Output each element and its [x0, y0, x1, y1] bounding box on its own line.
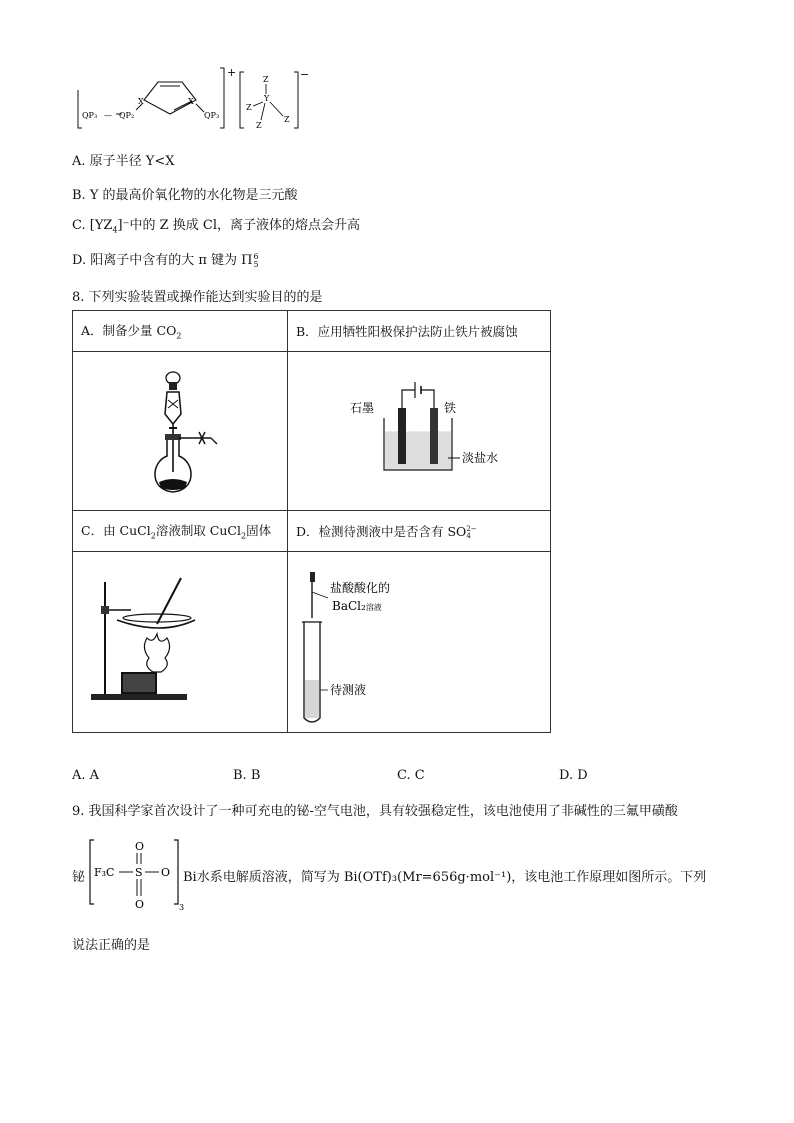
triflate-structure — [86, 834, 185, 912]
anion-y: Y — [264, 94, 270, 103]
formula-o-bottom: O — [135, 898, 145, 911]
co2-generator-figure — [73, 352, 287, 507]
q8-answer-c: C. C — [397, 768, 425, 783]
formula-o-right: O — [161, 866, 171, 879]
cell-c-figure — [73, 552, 288, 733]
q8-answer-d: D. D — [559, 768, 588, 783]
q8-answer-a: A. A — [72, 768, 100, 783]
ring-atom-x-left: X — [138, 97, 144, 106]
q7-option-d: D. 阳离子中含有的大 π 键为 Π6 5 — [72, 251, 259, 269]
substituent-qp3-left: QP₃ — [82, 111, 98, 120]
label-iron: 铁 — [444, 401, 457, 415]
q8-stem: 8. 下列实验装置或操作能达到实验目的的是 — [72, 290, 323, 305]
cell-a-figure — [73, 352, 288, 511]
anion-z-top: Z — [263, 75, 269, 84]
anion-z-left: Z — [246, 103, 252, 112]
sulfate-test-figure — [288, 552, 550, 729]
ring-atom-x-right: X — [188, 97, 194, 106]
q9-stem: 9. 我国科学家首次设计了一种可充电的铋-空气电池，具有较强稳定性，该电池使用了非碱性的三氟甲磺酸 — [72, 804, 678, 819]
q9-last-line: 说法正确的是 — [72, 938, 151, 953]
cell-b-header: B．应用牺牲阳极保护法防止铁片被腐蚀 — [288, 311, 551, 352]
cell-a-header: A．制备少量 $CO_2$ — [73, 311, 288, 352]
anion-z-bottom: Z — [256, 121, 262, 130]
label-reagent-2: BaCl₂溶液 — [332, 599, 382, 613]
anion-charge: − — [300, 68, 310, 81]
sacrificial-anode-figure — [288, 352, 550, 507]
q9-bismuth-char: 铋 — [72, 870, 86, 885]
label-graphite: 石墨 — [350, 401, 375, 415]
cell-c-header: C．由 CuCl$_2$溶液制取 CuCl$_2$固体 — [73, 511, 288, 552]
q7-option-a: A. 原子半径 Y<X — [72, 154, 175, 169]
q8-answer-b: B. B — [233, 768, 261, 783]
q7-option-c: C. $[YZ_4]^-$中的 Z 换成 Cl，离子液体的熔点会升高 — [72, 218, 361, 235]
cell-d-figure — [288, 552, 551, 733]
substituent-qp3-right: QP₃ — [204, 111, 220, 120]
dash: — — [104, 111, 112, 120]
cell-b-figure — [288, 352, 551, 511]
cation-charge: + — [227, 66, 237, 79]
formula-sub3: 3 — [179, 903, 185, 912]
cell-d-header: D．检测待测液中是否含有 SO2− 4 — [288, 511, 551, 552]
label-reagent-1: 盐酸酸化的 — [330, 581, 391, 595]
q7-option-b: B. Y 的最高价氧化物的水化物是三元酸 — [72, 188, 298, 203]
anion-z-right: Z — [284, 115, 290, 124]
q9-line2: Bi水系电解质溶液，简写为 Bi(OTf)₃(Mr=656g·mol⁻¹)，该电池工作原理如图所示。下列 — [183, 870, 707, 885]
evaporation-figure — [73, 552, 287, 729]
label-brine: 淡盐水 — [462, 451, 499, 465]
experiment-table — [72, 310, 551, 733]
formula-s: S — [135, 866, 143, 879]
substituent-qp2: QP₂ — [119, 111, 135, 120]
label-sample: 待测液 — [330, 683, 367, 697]
formula-o-top: O — [135, 840, 145, 853]
ionic-liquid-structure — [72, 62, 312, 134]
formula-f3c: F₃C — [94, 866, 115, 879]
